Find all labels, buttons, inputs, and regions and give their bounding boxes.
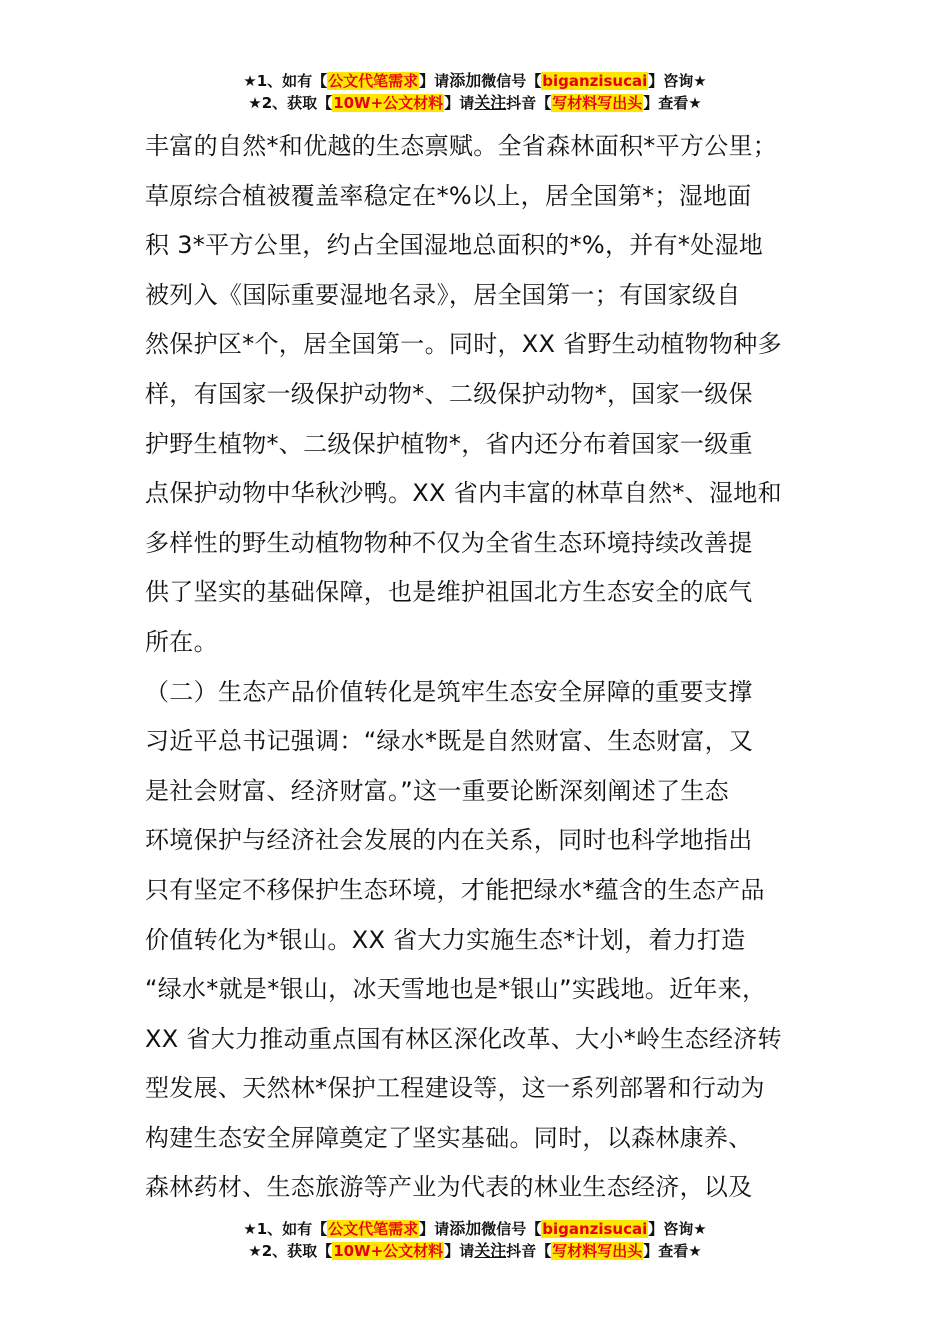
promo-text: 】咨询★ xyxy=(648,72,707,90)
promo-text: 】请 xyxy=(419,72,450,90)
promo-text: 微信号【 xyxy=(481,1220,542,1238)
body-line: 型发展、天然林*保护工程建设等，这一系列部署和行动为 xyxy=(145,1074,765,1103)
body-line: 森林药材、生态旅游等产业为代表的林业生态经济，以及 xyxy=(145,1173,753,1202)
promo-text: 抖音【 xyxy=(506,94,552,112)
promo-emphasis: 添加 xyxy=(449,1219,482,1238)
body-line: 积 3*平方公里，约占全国湿地总面积的*%，并有*处湿地 xyxy=(145,231,764,260)
body-line: 构建生态安全屏障奠定了坚实基础。同时，以森林康养、 xyxy=(145,1123,753,1152)
promo-text: 】请 xyxy=(419,1220,450,1238)
promo-highlight: 10W+公文材料 xyxy=(333,1242,444,1260)
promo-line-1 xyxy=(0,1218,950,1240)
body-line: 习近平总书记强调：“绿水*既是自然财富、生态财富，又 xyxy=(145,727,754,756)
promo-highlight: 公文代笔需求 xyxy=(328,72,419,90)
body-line: 价值转化为*银山。XX 省大力实施生态*计划，着力打造 xyxy=(145,925,746,954)
body-line: 所在。 xyxy=(145,627,218,656)
body-line: 然保护区*个，居全国第一。同时，XX 省野生动植物物种多 xyxy=(145,330,782,359)
body-line: 供了坚实的基础保障，也是维护祖国北方生态安全的底气 xyxy=(145,578,753,607)
promo-banner-bottom xyxy=(0,1218,950,1262)
promo-text: ★2、获取【 xyxy=(248,94,333,112)
promo-text: 】查看★ xyxy=(643,94,702,112)
section-heading: （二）生态产品价值转化是筑牢生态安全屏障的重要支撑 xyxy=(145,677,753,706)
promo-highlight: biganzisucai xyxy=(542,72,648,90)
promo-line-2 xyxy=(0,92,950,114)
body-line: 点保护动物中华秋沙鸭。XX 省内丰富的林草自然*、湿地和 xyxy=(145,479,782,508)
promo-emphasis: 关注 xyxy=(474,93,507,112)
body-line: 草原综合植被覆盖率稳定在*%以上，居全国第*；湿地面 xyxy=(145,181,752,210)
promo-banner-top xyxy=(0,70,950,114)
body-line: 只有坚定不移保护生态环境，才能把绿水*蕴含的生态产品 xyxy=(145,875,765,904)
promo-text: ★1、如有【 xyxy=(243,1220,328,1238)
promo-text: 】咨询★ xyxy=(648,1220,707,1238)
promo-line-2 xyxy=(0,1240,950,1262)
promo-text: 】请 xyxy=(444,1242,475,1260)
body-line: 护野生植物*、二级保护植物*，省内还分布着国家一级重 xyxy=(145,429,753,458)
promo-text: 微信号【 xyxy=(481,72,542,90)
body-line: “绿水*就是*银山，冰天雪地也是*银山”实践地。近年来， xyxy=(145,975,767,1004)
body-line: 环境保护与经济社会发展的内在关系，同时也科学地指出 xyxy=(145,826,753,855)
promo-line-1 xyxy=(0,70,950,92)
body-line: 是社会财富、经济财富。”这一重要论断深刻阐述了生态 xyxy=(145,776,729,805)
promo-emphasis: 关注 xyxy=(474,1241,507,1260)
promo-text: 】查看★ xyxy=(643,1242,702,1260)
body-line: XX 省大力推动重点国有林区深化改革、大小*岭生态经济转 xyxy=(145,1024,782,1053)
promo-highlight: 10W+公文材料 xyxy=(333,94,444,112)
promo-highlight: 公文代笔需求 xyxy=(328,1220,419,1238)
body-line: 被列入《国际重要湿地名录》，居全国第一；有国家级自 xyxy=(145,280,741,309)
promo-text: 】请 xyxy=(444,94,475,112)
promo-text: ★2、获取【 xyxy=(248,1242,333,1260)
promo-emphasis: 添加 xyxy=(449,71,482,90)
body-line: 样，有国家一级保护动物*、二级保护动物*，国家一级保 xyxy=(145,379,753,408)
promo-highlight: 写材料写出头 xyxy=(552,1242,643,1260)
promo-text: 抖音【 xyxy=(506,1242,552,1260)
body-line: 多样性的野生动植物物种不仅为全省生态环境持续改善提 xyxy=(145,528,753,557)
promo-text: ★1、如有【 xyxy=(243,72,328,90)
promo-highlight: biganzisucai xyxy=(542,1220,648,1238)
body-line: 丰富的自然*和优越的生态禀赋。全省森林面积*平方公里； xyxy=(145,132,778,160)
document-body xyxy=(145,122,845,1213)
promo-highlight: 写材料写出头 xyxy=(552,94,643,112)
